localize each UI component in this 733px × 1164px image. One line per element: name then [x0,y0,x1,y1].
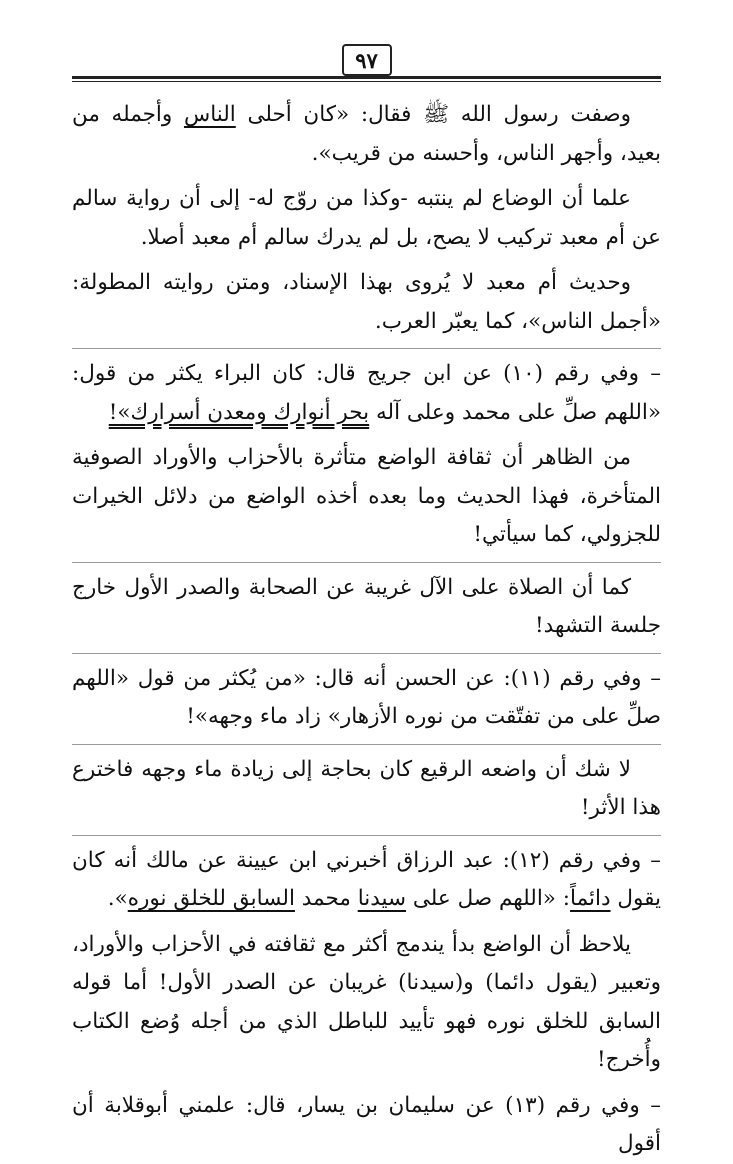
header-rule-thin [72,81,661,82]
section-divider [72,744,661,745]
paragraph-2: علما أن الوضاع لم ينتبه -وكذا من روّج له- إلى أن رواية سالم عن أم معبد تركيب لا يصح، بل لم يدرك سالم أم معبد أصلا. [72,186,661,250]
header-rule [72,76,661,79]
paragraph-5: من الظاهر أن ثقافة الواضع متأثرة بالأحزاب والأوراد الصوفية المتأخرة، فهذا الحديث وما بعده أخذه الواضع من دلائل الخيرات للجزولي، كما سيأتي! [72,445,661,547]
page-header [72,44,661,90]
paragraph-11: – وفي رقم (١٣) عن سليمان بن يسار، قال: علمني أبوقلابة أن أقول [72,1092,661,1156]
section-divider [72,835,661,836]
paragraph-8: لا شك أن واضعه الرقيع كان بحاجة إلى زيادة ماء وجهه فاخترع هذا الأثر! [72,756,661,820]
paragraph-1: وصفت رسول الله ﷺ فقال: «كان أحلى الناس وأجمله من بعيد، وأجهر الناس، وأحسنه من قريب». [72,102,661,166]
paragraph-4: – وفي رقم (١٠) عن ابن جريج قال: كان البراء يكثر من قول: «اللهم صلِّ على محمد وعلى آله بحر أنوارك ومعدن أسرارك»! [72,361,661,425]
paragraph-3: وحديث أم معبد لا يُروى بهذا الإسناد، ومتن روايته المطولة: «أجمل الناس»، كما يعبّر العرب. [72,270,661,334]
section-divider [72,653,661,654]
page-body [72,96,661,1164]
section-divider [72,348,661,349]
page-number: ٩٧ [342,44,392,76]
underlined-phrase: سيدنا [357,886,407,911]
underlined-phrase: الناس [183,102,236,127]
underlined-phrase: بحر أنوارك ومعدن أسرارك»! [108,399,370,425]
paragraph-7: – وفي رقم (١١): عن الحسن أنه قال: «من يُكثر من قول «اللهم صلِّ على من تفتّقت من نوره الأزهار» زاد ماء وجهه»! [72,665,661,729]
underlined-phrase: السابق للخلق نوره [127,886,295,911]
paragraph-10: يلاحظ أن الواضع بدأ يندمج أكثر مع ثقافته في الأحزاب والأوراد، وتعبير (يقول دائما) و(سيدنا) غريبان عن الصدر الأول! أما قوله السابق للخلق نوره فهو تأييد للباطل الذي من أجله وُضع الكتاب وأُخرج! [72,931,661,1072]
underlined-phrase: دائماً [570,886,611,911]
paragraph-6: كما أن الصلاة على الآل غريبة عن الصحابة والصدر الأول خارج جلسة التشهد! [72,574,661,638]
section-divider [72,562,661,563]
paragraph-9: – وفي رقم (١٢): عبد الرزاق أخبرني ابن عيينة عن مالك أنه كان يقول دائماً: «اللهم صل على سيدنا محمد السابق للخلق نوره». [72,847,661,911]
